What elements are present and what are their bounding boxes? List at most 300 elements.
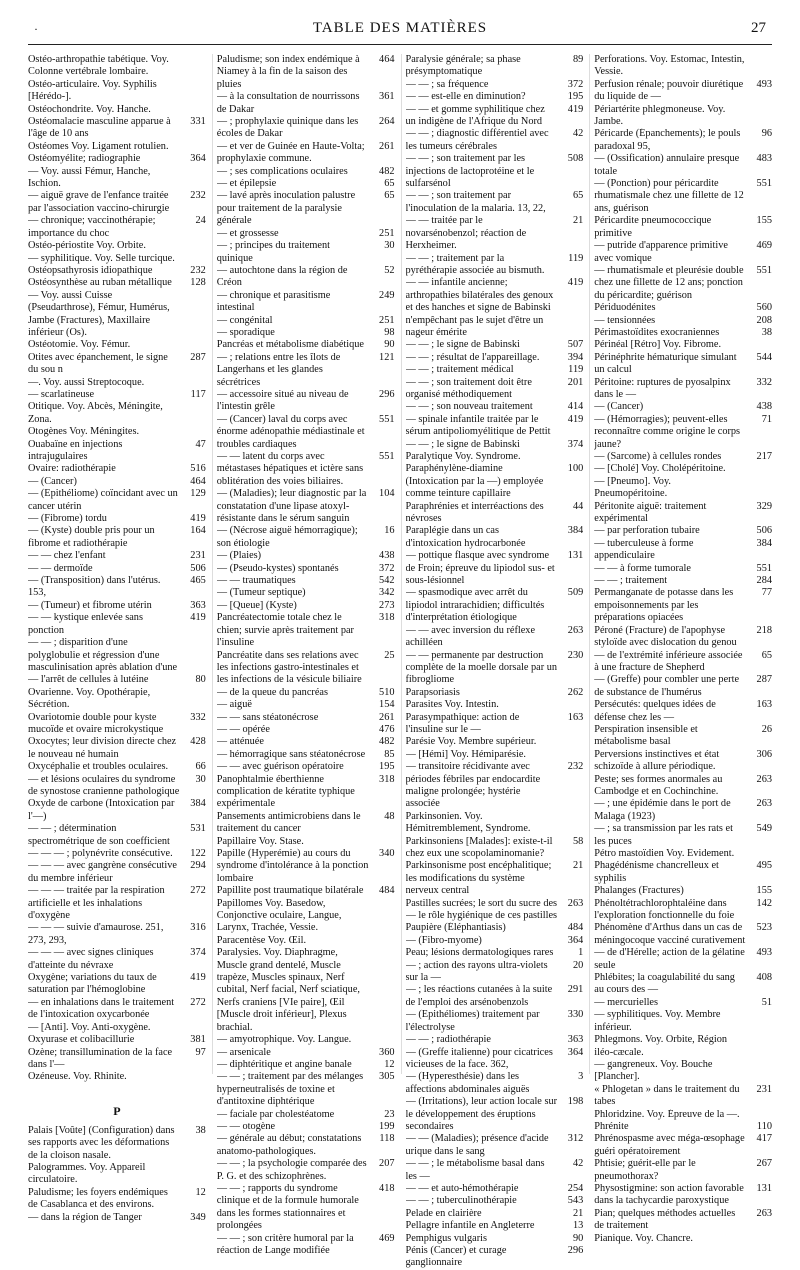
index-entry [406,550,584,587]
index-entry-text: — (Nécrose aiguë hémorragique); son étiologie [216,525,358,549]
index-entry [406,1158,584,1183]
index-column-3 [401,54,584,1269]
index-entry [406,922,584,934]
index-entry [217,265,395,290]
index-entry-page: 42 [572,1158,584,1170]
index-entry [406,1195,584,1207]
index-entry-text: Phlegmons. Voy. Orbite, Région iléo-cæcale. [594,1034,728,1058]
index-entry-page: 263 [756,798,772,810]
index-entry-page: 90 [384,339,395,351]
index-entry-text: Pellagre infantile en Angleterre [405,1220,535,1232]
index-entry-text: — ; principes du traitement quinique [216,240,330,264]
index-entry [217,190,395,227]
index-entry-page: 263 [756,773,772,785]
index-entry [217,848,395,885]
index-entry-page: 381 [190,1034,206,1046]
index-entry-page: 419 [567,277,584,289]
index-entry [406,836,584,861]
index-entry [406,712,584,737]
index-entry-text: Papillomes Voy. Basedow, Conjonctive oculaire, Langue, Larynx, Trachée, Vessie. [216,897,342,934]
index-entry [217,1034,395,1046]
index-entry [217,811,395,836]
index-entry-text: Otitique. Voy. Abcès, Méningite, Zona. [28,401,163,425]
index-entry-page: 65 [384,190,395,202]
index-entry [594,1183,772,1208]
index-entry [406,364,584,376]
index-entry-page: 24 [195,215,206,227]
index-entry-page: 408 [756,972,772,984]
index-entry-text: — (Fibrome) tordu [28,513,107,525]
index-entry-page: 312 [567,1133,584,1145]
index-entry [594,401,772,413]
index-entry-page: 318 [379,773,395,785]
index-entry-text: — — ; son nouveau traitement [405,401,533,413]
index-entry-text: — et lésions oculaires du syndrome de synostose cranienne pathologique [28,773,180,797]
index-entry [217,712,395,724]
index-entry [594,463,772,475]
index-entry [28,1125,206,1162]
index-entry-text: — hémorragique sans stéatonécrose [216,748,366,760]
index-entry-text: — atténuée [216,736,264,748]
index-entry [594,860,772,885]
index-entry-page: 331 [190,116,206,128]
index-entry [594,538,772,563]
index-entry-page: 263 [756,1207,772,1219]
index-entry [217,600,395,612]
index-entry-text: Paralysies. Voy. Diaphragme, Muscle grand dentelé, Muscle trapèze, Muscles spinaux, Nerf cubital, Nerf facial, Nerf sciatique, Nerfs craniens [VIe paire], Œil [Muscle droit inférieur], Plexus brachial. [216,947,360,1033]
index-entry [594,1009,772,1034]
index-entry-text: Pemphigus vulgaris [405,1232,488,1244]
index-entry-text: — gangreneux. Voy. Bouche [Plancher]. [594,1058,713,1083]
index-entry [217,525,395,550]
index-entry [217,315,395,327]
index-entry-text: — (Fibro-myome) [405,934,482,946]
index-entry-text: Ostéopsathyrosis idiopathique [28,264,153,276]
index-entry-text: — de d'Hérelle; action de la gélatine seule [594,947,745,971]
index-entry-text: Ostéo-arthropathie tabétique. Voy. Colonne vertébrale lombaire. [28,54,169,78]
index-entry-page: 163 [567,711,584,723]
index-entry [594,525,772,537]
index-entry [28,1162,206,1187]
index-entry-text: — congénital [216,314,273,326]
index-entry [406,215,584,252]
index-entry [594,625,772,650]
index-entry-text: — (Cancer) [28,475,77,487]
index-entry-page: 251 [379,227,395,239]
index-entry-text: Ostéotomie. Voy. Fémur. [28,339,131,351]
index-entry-text: Oxyurase et colibacillurie [28,1034,135,1046]
index-entry-text: — — — avec signes cliniques d'atteinte du névraxe [28,947,154,971]
index-entry [28,997,206,1022]
index-entry-page: 66 [195,761,206,773]
index-entry [28,116,206,141]
index-entry-page: 261 [379,711,395,723]
index-entry-text: — spasmodique avec arrêt du lipiodol intrarachidien; difficultés d'interprétation étiologique [405,587,545,624]
index-entry-text: — — ; traitement médical [405,364,514,376]
index-entry [217,749,395,761]
index-entry-page: 231 [190,550,206,562]
index-entry-text: Pastilles sucrées; le sort du sucre des — le rôle hygiénique de ces pastilles [405,897,558,922]
index-entry-page: 264 [379,116,395,128]
index-entry-page: 23 [384,1108,395,1120]
index-entry-page: 305 [379,1071,395,1083]
index-entry-page: 272 [190,885,206,897]
index-entry-page: 332 [756,376,772,388]
index-entry-text: Pian; quelques méthodes actuelles de traitement [594,1207,736,1232]
index-entry [594,1084,772,1109]
index-entry-text: Pelade en clairière [405,1207,482,1219]
index-entry [594,997,772,1009]
index-entry-text: —. Voy. aussi Streptocoque. [28,376,145,388]
index-entry [594,1059,772,1084]
index-entry [406,736,584,748]
index-entry-text: Phénoltétrachlorophtaléine dans l'exploration fonctionnelle du foie [594,897,735,922]
section-letter: P [113,1103,121,1118]
index-entry [28,687,206,712]
index-entry [406,190,584,215]
index-entry-page: 26 [761,723,772,735]
index-entry-text: — (Ponction) pour péricardite rhumatismale chez une fillette de 12 ans, guérison [594,178,744,214]
index-entry-page: 360 [379,1046,395,1058]
index-entry-text: — — (Maladies); présence d'acide urique dans le sang [405,1133,549,1157]
index-entry [28,712,206,737]
index-entry-page: 217 [756,451,772,462]
index-entry-text: — ; une épidémie dans le port de Malaga (1923) [594,798,731,822]
index-entry-text: Oxyde de carbone (Intoxication par l'—) [28,798,175,822]
index-entry [406,91,584,103]
index-entry [28,885,206,922]
index-entry [594,54,772,79]
index-entry-page: 155 [756,215,772,227]
index-entry [28,476,206,488]
index-entry-page: 414 [567,401,584,413]
index-entry [217,898,395,935]
index-column-1 [28,54,206,1223]
index-entry-text: Perversions instinctives et état schizoïde à allure périodique. [594,748,720,773]
index-entry [406,54,584,79]
index-entry-page: 231 [756,1083,772,1095]
index-entry [594,265,772,302]
index-entry [406,947,584,959]
index-entry-page: 131 [756,1182,772,1194]
index-entry [28,1212,206,1224]
index-entry-page: 232 [190,190,206,202]
index-entry-page: 272 [190,996,206,1008]
index-entry-text: Parésie Voy. Membre supérieur. [405,736,537,748]
index-entry [406,811,584,836]
index-entry [594,240,772,265]
index-entry [217,116,395,141]
index-entry-text: Parkinsonien. Voy. Hémitremblement, Syndrome. [405,810,531,835]
index-entry-page: 516 [190,463,206,475]
index-entry-text: Pancréatectomie totale chez le chien; survie après traitement par l'insuline [216,612,354,649]
index-entry [406,761,584,811]
index-entry-page: 90 [572,1232,584,1244]
index-entry-page: 384 [756,537,772,549]
index-entry-page: 98 [384,326,395,338]
index-entry [217,1183,395,1233]
index-entry-page: 118 [379,1133,395,1145]
index-entry [217,91,395,116]
index-entry [217,1133,395,1158]
index-entry-text: Papillite post traumatique bilatérale [216,885,364,897]
index-entry-text: — — traumatiques [216,575,296,587]
index-entry-page: 543 [567,1195,584,1207]
index-entry-text: — tuberculeuse à forme appendiculaire [594,537,694,562]
index-entry-text: — [Anti]. Voy. Anti-oxygène. [28,1021,151,1033]
index-entry [594,104,772,129]
index-entry-text: — diphtéritique et angine banale [216,1058,352,1070]
index-entry [217,1158,395,1183]
index-entry [406,253,584,278]
index-entry-text: — pottique flasque avec syndrome de Froin; épreuve du lipiodol sus- et sous-lésionnel [405,550,555,587]
index-entry [217,166,395,178]
index-entry-text: — [Queue] (Kyste) [216,599,297,611]
index-entry-page: 551 [379,413,395,425]
index-entry [406,1034,584,1046]
index-entry [28,563,206,575]
section-gap [28,1084,206,1100]
index-entry [594,1133,772,1158]
index-entry [406,650,584,687]
index-entry-page: 262 [567,686,584,698]
index-entry [406,860,584,897]
index-entry-page: 12 [195,1186,206,1198]
index-entry [406,501,584,526]
index-entry-page: 318 [379,612,395,624]
index-entry-page: 218 [756,624,772,636]
index-entry [217,141,395,166]
index-entry-page: 361 [379,91,395,103]
index-entry-page: 542 [379,575,395,587]
index-entry-page: 263 [567,897,584,909]
index-entry-text: — — ; radiothérapie [405,1034,491,1046]
index-entry-text: — (Tumeur septique) [216,587,306,599]
index-entry-text: — accessoire situé au niveau de l'intestin grêle [216,388,349,413]
index-entry-text: Parkinsoniens [Malades]: existe-t-il chez eux une scopolaminomanie? [405,835,553,859]
index-entry-text: Périmastoïdites exocraniennes [594,326,720,338]
index-entry-text: Pianique. Voy. Chancre. [594,1232,694,1244]
index-entry-text: — [Pneumo]. Voy. Pneumopéritoine. [594,475,672,500]
index-entry-text: — — avec guérison opératoire [216,761,344,773]
index-entry-text: — — ; résultat de l'appareillage. [405,351,540,363]
index-entry [28,463,206,475]
index-entry-text: — arsenicale [216,1046,271,1058]
index-entry [406,1071,584,1096]
index-entry-text: — transitoire récidivante avec périodes fébriles par endocardite maligne prolongée; hystérie associée [405,761,541,810]
index-entry-text: Pancréas et métabolisme diabétique [216,339,364,351]
index-entry-page: 384 [190,798,206,810]
index-entry-text: Paralytique Voy. Syndrome. [405,451,521,462]
index-entry-text: — — ; traitement par des mélanges hyperneutralisés de toxine et d'antitoxine diphtérique [216,1071,364,1108]
index-entry [217,736,395,748]
index-entry-page: 551 [756,178,772,190]
index-entry-text: — sporadique [216,326,275,338]
index-entry [594,302,772,314]
index-entry-text: Péroné (Fracture) de l'apophyse styloïde avec dislocation du genou [594,624,737,649]
index-entry [28,575,206,600]
index-entry-page: 163 [756,699,772,711]
index-entry-text: — — latent du corps avec métastases hépatiques et ictère sans oblitération des voies biliaires. [216,451,364,487]
index-entry-text: Panophtalmie éberthienne complication de kératite typhique expérimentale [216,773,355,810]
index-entry [217,699,395,711]
index-entry-text: Péritoine: ruptures de pyosalpinx dans le — [594,376,731,400]
index-entry-text: — (Hémorragies); peuvent-elles reconnaître comme origine le corps jaune? [594,413,741,450]
index-entry-page: 417 [756,1133,772,1145]
index-entry [28,637,206,674]
index-entry [28,401,206,426]
index-entry [217,947,395,1034]
index-entry-page: 316 [190,922,206,934]
index-entry [594,1121,772,1133]
index-entry-page: 71 [761,413,772,425]
index-entry-text: — ; prophylaxie quinique dans les écoles de Dakar [216,116,359,140]
index-entry-page: 306 [756,748,772,760]
index-entry [217,240,395,265]
index-entry-page: 495 [756,860,772,872]
index-column-2 [212,54,395,1256]
index-entry [217,327,395,339]
index-entry [406,898,584,923]
index-entry-page: 89 [572,54,584,65]
index-entry-text: — (Transposition) dans l'utérus. 153, [28,575,161,599]
index-entry [28,736,206,761]
index-entry-page: 12 [384,1058,395,1070]
index-entry [28,600,206,612]
index-entry-text: — — — traitée par la respiration artificielle et les inhalations d'oxygène [28,885,165,922]
index-entry-page: 364 [567,934,584,946]
index-entry-text: — — avec inversion du réflexe achilléen [405,624,536,649]
index-entry-text: Oxygène; variations du taux de saturation par l'hémoglobine [28,972,157,996]
index-entry-page: 25 [384,649,395,661]
index-entry [406,525,584,550]
index-entry-text: Palais [Voûte] (Configuration) dans ses rapports avec les déformations de la cloison nasale. [28,1124,175,1161]
index-entry-text: — tensionnées [594,314,656,326]
index-entry-page: 469 [756,240,772,252]
index-entry-text: — — sans stéatonécrose [216,711,319,723]
index-entry-text: Parasites Voy. Intestin. [405,699,499,711]
index-entry [594,774,772,799]
index-entry [217,774,395,811]
index-entry-text: — et grossesse [216,227,279,239]
index-entry-text: Phrénite [594,1120,629,1132]
index-entry [594,724,772,749]
index-entry [217,550,395,562]
index-entry-text: — ; sa transmission par les rats et les puces [594,823,733,847]
index-entry-text: Paraplégie dans un cas d'intoxication hydrocarbonée [405,525,526,549]
index-entry [28,947,206,972]
index-entry-text: — — ; diagnostic différentiel avec les tumeurs cérébrales [405,128,549,152]
index-entry-page: 155 [756,885,772,897]
index-entry [594,650,772,675]
index-entry-text: — — ; son traitement par l'inoculation de la malaria. 13, 22, [405,190,546,214]
index-entry-text: Palogrammes. Voy. Appareil circulatoire. [28,1161,146,1186]
index-entry [594,451,772,463]
index-entry [406,1133,584,1158]
index-entry-text: — — otogène [216,1120,276,1132]
index-entry-text: — — — ; polynévrite consécutive. [28,848,173,859]
index-entry-page: 1 [578,947,584,959]
index-entry [28,823,206,848]
index-entry-text: — putride d'apparence primitive avec vomique [594,240,728,264]
index-entry-text: Paracentèse Voy. Œil. [216,934,307,946]
index-entry-text: — — ; la psychologie comparée des P. G. et des schizophrènes. [216,1158,367,1182]
index-entry [28,389,206,401]
index-entry-text: — à la consultation de nourrissons de Dakar [216,91,360,115]
index-entry-text: Paraphrénies et interréactions des névroses [405,500,544,525]
index-entry-page: 296 [567,1245,584,1256]
index-entry-text: — chronique et parasitisme intestinal [216,289,331,314]
index-entry-page: 273 [379,599,395,611]
index-entry-text: — — kystique enlevée sans ponction [28,612,143,636]
index-entry-page: 65 [572,190,584,202]
index-entry-text: Papille (Hyperémie) au cours du syndrome d'intolérance à la ponction lombaire [216,848,369,884]
index-entry-text: — autochtone dans la région de Créon [216,264,348,289]
index-entry-text: — — permanente par destruction complète de la moelle dorsale par un fibrogliome [405,649,558,686]
index-entry [594,823,772,848]
index-entry-text: — dans la région de Tanger [28,1211,142,1223]
index-entry [28,79,206,104]
index-entry-text: Pansements antimicrobiens dans le traitement du cancer [216,810,361,835]
index-entry [594,1208,772,1233]
index-entry-text: Phloridzine. Voy. Épreuve de la —. [594,1108,740,1120]
index-entry [28,439,206,464]
index-entry-page: 476 [379,723,395,735]
index-entry [28,190,206,215]
index-entry [406,984,584,1009]
index-entry [594,563,772,575]
index-entry-page: 342 [379,587,395,599]
index-entry-page: 384 [567,525,584,537]
index-entry-text: — — infantile ancienne; arthropathies bilatérales des genoux et des hanches et signe de Babinski n'empêchant pas le sujet d'être un nageur émérite [405,277,554,338]
index-entry-page: 419 [190,612,206,624]
index-entry [28,377,206,389]
index-entry-text: Phénomène d'Arthus dans un cas de méningocoque vacciné curativement [594,922,746,946]
index-entry-page: 394 [567,351,584,363]
index-entry [28,339,206,351]
index-entry-text: — — et auto-hémothérapie [405,1182,519,1194]
index-entry [594,327,772,339]
index-entry [28,1022,206,1034]
index-entry [406,104,584,129]
page-header [28,18,772,45]
index-entry-text: — (Maladies); leur diagnostic par la constatation d'une lipase atoxyl-résistante dans le sérum sanguin [216,488,367,525]
index-entry [406,1009,584,1034]
index-entry [406,377,584,402]
index-entry-page: 523 [756,922,772,934]
index-entry [217,1233,395,1258]
index-entry-page: 544 [756,351,772,363]
index-entry [28,141,206,153]
index-entry [28,550,206,562]
index-entry-text: Otites avec épanchement, le signe du sou n [28,351,168,376]
index-entry-text: Paludisme; les foyers endémiques de Casablanca et des environs. [28,1186,168,1211]
index-entry-page: 560 [756,302,772,314]
index-entry-text: — — ; disparition d'une polyglobulie et régression d'une masculinisation après ablation d'une [28,637,178,673]
index-entry [594,476,772,501]
index-entry-page: 465 [190,575,206,587]
index-entry-text: — — opérée [216,723,270,735]
index-entry-text: — (Kyste) double pris pour un fibrome et radiothérapie [28,525,155,549]
index-entry-page: 418 [379,1182,395,1194]
index-entry-page: 284 [756,575,772,587]
index-entry [217,389,395,414]
index-entry-page: 372 [379,562,395,574]
index-entry-page: 232 [567,761,584,773]
index-entry-text: Ovarienne. Voy. Opothérapie, Sécrétion. [28,686,151,711]
index-entry [217,587,395,599]
index-entry-page: 44 [572,500,584,512]
